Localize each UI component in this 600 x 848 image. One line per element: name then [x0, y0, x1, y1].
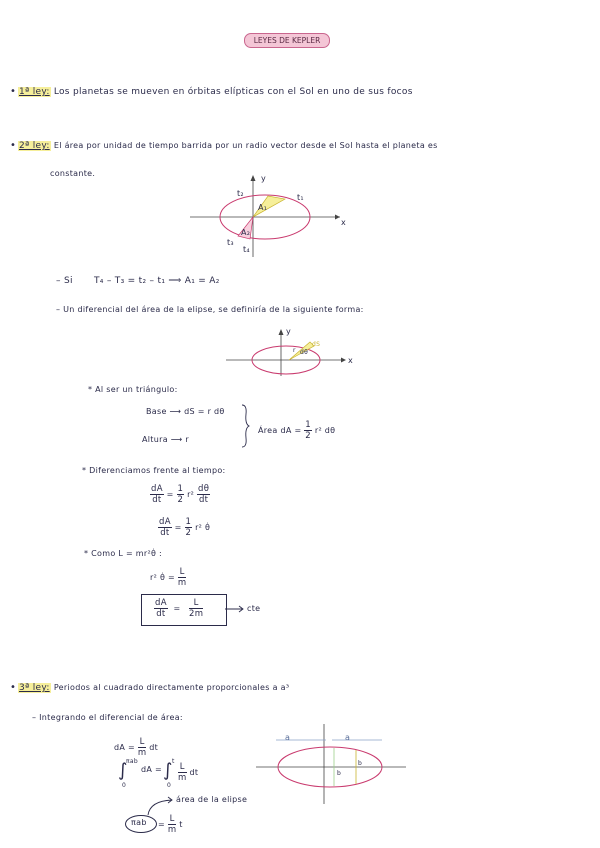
integral-sign-2: ∫ [163, 760, 173, 781]
como-text: * Como L = mr²θ̇ : [84, 549, 163, 558]
ley3-eq1-den: m [137, 748, 147, 758]
int-rhs-dt: dt [189, 768, 199, 777]
int-upper-2: t [172, 758, 175, 765]
final-circled: πab [131, 818, 147, 827]
eq1-rhs-den: dt [198, 495, 209, 505]
ley3-eq1 [114, 737, 158, 758]
ley1-text: Los planetas se mueven en órbitas elípticas con el Sol en uno de sus focos [53, 87, 413, 97]
label-t2: t₂ [237, 189, 244, 198]
integrando-text: – Integrando el diferencial de área: [32, 713, 183, 722]
half-den: 2 [305, 431, 312, 441]
area-elipse-text: área de la elipse [176, 795, 248, 804]
kepler-areas-diagram [190, 172, 350, 262]
ley2-label: 2ª ley: [19, 141, 50, 151]
triangulo-text: * Al ser un triángulo: [88, 385, 178, 394]
curly-brace [240, 404, 250, 448]
bullet: • [10, 140, 16, 151]
final-num: L [169, 814, 175, 824]
bullet: • [10, 86, 16, 97]
box-lhs-num: dA [155, 598, 167, 608]
base-text: Base ⟶ dS = r dθ [146, 407, 225, 416]
altura-text: Altura ⟶ r [142, 435, 189, 444]
area-label: Área dA = [258, 426, 302, 435]
int-lower-1: 0 [122, 782, 127, 789]
int-rhs-frac [178, 762, 187, 783]
eq2-lhs-den: dt [160, 528, 170, 538]
si-expr: T₄ – T₃ = t₂ – t₁ ⟹ A₁ = A₂ [93, 276, 220, 286]
box-lhs-den: dt [156, 609, 166, 619]
final-den: m [167, 825, 177, 835]
label-r: r [293, 347, 296, 354]
integral-sign-1: ∫ [118, 760, 128, 781]
final-frac [168, 814, 177, 835]
eq1-lhs-num: dA [151, 484, 163, 494]
ley3-label: 3ª ley: [19, 683, 50, 693]
label-y2: y [286, 327, 292, 336]
ley2-text-2: constante. [50, 169, 96, 178]
label-a1: A₁ [258, 203, 268, 212]
half-num: 1 [305, 420, 312, 430]
int-lhs: dA = [141, 765, 162, 774]
label-a-left: a [285, 733, 291, 742]
eq2-lhs [158, 517, 172, 538]
int-rhs-num: L [179, 762, 185, 772]
eq2: $\frac{dA}{dt}$ = $\frac{1}{2}$ r² θ̇ [159, 517, 211, 538]
box-rhs-den: 2m [189, 609, 204, 619]
ley2-text-1: El área por unidad de tiempo barrida por un radio vector desde el Sol hasta el planeta es [53, 141, 438, 150]
arrow-icon [225, 605, 247, 613]
half-den: 2 [177, 495, 184, 505]
label-dtheta: dθ [300, 349, 309, 356]
area-formula [258, 420, 335, 441]
int-rhs [178, 762, 198, 783]
x-arrow [335, 215, 340, 220]
si-line [56, 276, 220, 286]
label-b2: b [358, 760, 363, 767]
int-lower-2: 0 [167, 782, 172, 789]
label-x2: x [348, 356, 354, 365]
eq1-rhs [197, 484, 210, 505]
boxed-eq: $\frac{dA}{dt}$ = $\frac{L}{2m}$ [155, 598, 204, 619]
semi-axes-diagram [256, 724, 416, 806]
box-rhs [189, 598, 203, 619]
box-rhs-num: L [189, 598, 203, 609]
eq1-mid: r² [187, 490, 195, 499]
eq3-den: m [177, 578, 187, 588]
int-rhs-den: m [178, 773, 187, 783]
label-b: b [337, 770, 342, 777]
box-lhs [154, 598, 168, 619]
eq3-lhs: r² θ̇ = [150, 573, 175, 582]
bullet: • [10, 682, 16, 693]
eq2-rhs: r² θ̇ [195, 523, 211, 532]
half-num: 1 [177, 484, 184, 494]
diferencial-text: – Un diferencial del área de la elipse, se definiría de la siguiente forma: [56, 305, 364, 314]
final-rest: t [179, 820, 183, 829]
area-rest: r² dθ [314, 426, 336, 435]
ley3-eq1-num: L [139, 737, 145, 747]
y-arrow [279, 329, 284, 335]
eq1-lhs [150, 484, 164, 505]
eq1-rhs-num: dθ [198, 484, 210, 494]
ley3-eq1-frac [138, 737, 147, 758]
label-t4: t₄ [243, 245, 250, 254]
eq1-lhs-den: dt [152, 495, 162, 505]
label-t3: t₃ [227, 238, 234, 247]
eq3-num: L [179, 567, 185, 577]
eq3-frac [178, 567, 187, 588]
si-label: – Si [56, 276, 73, 286]
half-num: 1 [185, 517, 192, 527]
ley3-text: Periodos al cuadrado directamente proporcionales a a³ [53, 683, 290, 692]
eq2-lhs-num: dA [159, 517, 171, 527]
eq1: $\frac{dA}{dt}$ = $\frac{1}{2}$ r² $\frac{d\theta}{dt}$ [151, 484, 210, 505]
eq1-half [177, 484, 185, 505]
ley3-eq1-rest: dt [149, 743, 159, 752]
ley3-line [18, 683, 289, 693]
half-fraction [304, 420, 312, 441]
label-a-right: a [345, 733, 351, 742]
int-upper-1: πab [126, 758, 138, 765]
label-a2: A₂ [241, 228, 251, 237]
ley3-eq1-lhs: dA = [114, 743, 135, 752]
label-t1: t₁ [297, 193, 304, 202]
diferenciamos-text: * Diferenciamos frente al tiempo: [82, 466, 226, 475]
ley1-label: 1ª ley: [19, 87, 50, 97]
x-arrow [341, 358, 346, 363]
eq2-half [185, 517, 193, 538]
label-y1: y [261, 174, 267, 183]
page-title: LEYES DE KEPLER [244, 33, 330, 48]
half-den: 2 [185, 528, 192, 538]
y-arrow [251, 175, 256, 181]
ley2-line [18, 141, 438, 151]
ley1-line [18, 87, 413, 97]
cte-text: cte [247, 604, 261, 613]
label-ds: dS [312, 341, 321, 348]
eq3 [150, 567, 186, 588]
label-x1: x [341, 218, 347, 227]
final-eq: = $\frac{L}{m}$ t [158, 814, 183, 835]
